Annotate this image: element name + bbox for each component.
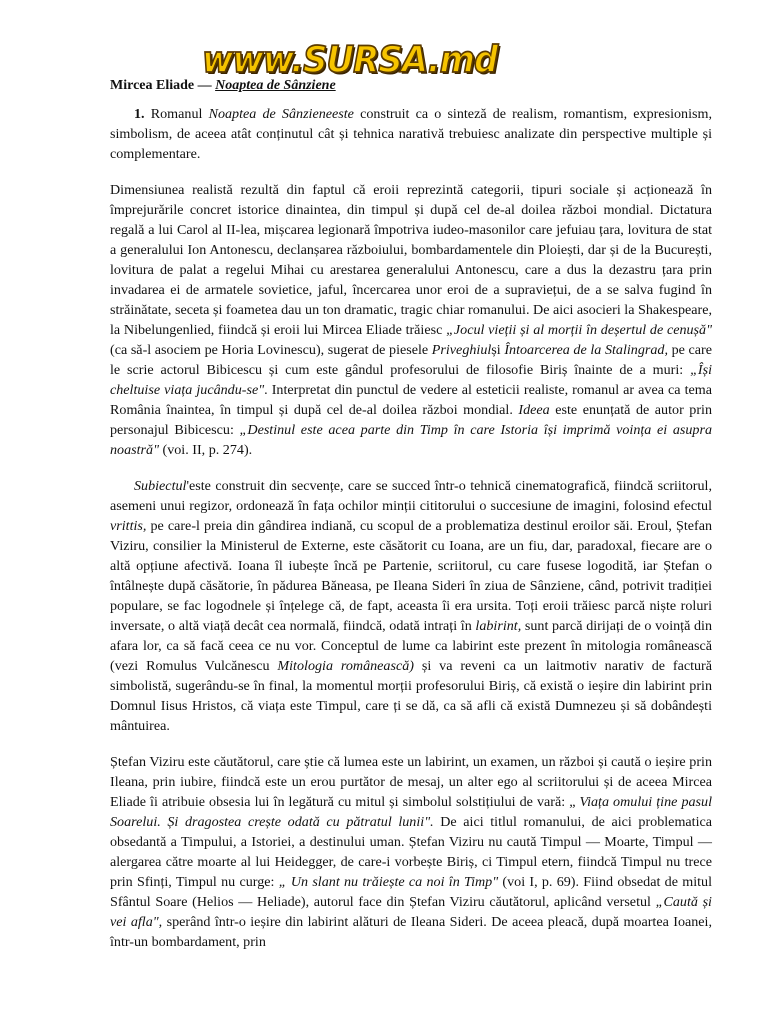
p4-text-3: (voi I, p. 69). Fiind obsedat de mitul Sfântul Soare (Helios — Heliade), autorul face din Ștefan Viziru căutătorul, aplicând versetul bbox=[110, 874, 712, 910]
document-body bbox=[110, 104, 712, 968]
p4-italic-2: „ Un slant nu trăiește ca noi în Timp" bbox=[278, 874, 499, 890]
p1-text-2: construit ca o sinteză de realism, romantism, expresionism, simbolism, de aceea atât conținutul cât și tehnica narativă trebuiesc analizate din perspective multiple și complementare. bbox=[110, 106, 712, 162]
author-name: Mircea Eliade bbox=[110, 78, 195, 93]
p1-text-1: Romanul bbox=[144, 106, 209, 122]
p3-italic-3: labirint, bbox=[475, 618, 522, 634]
p2-text-4: pe care le scrie actorul Bibicescu și cum este gândul profesorului de filosofie Biriș înainte de a muri: bbox=[110, 342, 713, 378]
p3-italic-1: Subiectul bbox=[134, 478, 187, 494]
p4-text-4: sperând într-o ieșire din labirint alături de Ileana Sideri. De aceea pleacă, după moartea Ioanei, într-un bombardament, prin bbox=[110, 914, 712, 950]
p2-italic-4: „Își cheltuise viața jucându-se" bbox=[110, 362, 712, 398]
p3-text-3: sunt parcă dirijați de o voință din afara lor, ca să facă ceea ce nu vor. Conceptul de lume ca labirint este prezent în mitologia românească (vezi Romulus Vulcănescu bbox=[110, 618, 713, 674]
p3-text-1: 'este construit din secvențe, care se succed într-o tehnică cinematografică, fiindcă scriitorul, asemeni unui regizor, ordonează în fața ochilor minții cititorului o succesiune de imagini, folosind efectul bbox=[110, 478, 712, 514]
p2-text-1: Dimensiunea realistă rezultă din faptul că eroii reprezintă categorii, tipuri sociale și acționează în împrejurările concret istorice dinaintea, din timpul și după cel de-al doilea război mondial. Dictatura regală a lui Carol al II-lea, mișcarea legionară împotriva iudeo-masonilor care jefuiau țara, lovitura de stat a generalului Ion Antonescu, declanșarea războiului, bombardamentele din Ploiești, dar și de la București, lovitura de palat a regelui Mihai cu arestarea generalului Antonescu, care a dus la dezastru țara prin invadarea ei de armatele sovietice, jaful, încercarea unor eroi de a supraviețui, de a se salva fugind în străinătate, seceta și foametea dau un ton dramatic, tragic chiar romanului. De aici asocieri la Shakespeare, la Nibelungenlied, fiindcă și eroii lui Mircea Eliade trăiesc bbox=[110, 182, 712, 338]
p4-italic-3: „Caută și vei afla", bbox=[110, 894, 712, 930]
p4-text-1: Ștefan Viziru este căutătorul, care știe că lumea este un labirint, un examen, un război și caută o ieșire prin Ileana, prin iubire, fiindcă este un erou purtător de mesaj, un alter ego al scriitorului și de aceea Mircea Eliade îi atribuie obsesia lui în legătură cu mitul și simbolul solstițiului de vară: „ bbox=[110, 754, 712, 810]
p1-italic-1: Noaptea de Sânzieneeste bbox=[208, 106, 354, 122]
p3-italic-4: Mitologia românească) bbox=[277, 658, 414, 674]
p4-italic-1: Viața omului ține pasul Soarelui. Și dragostea crește odată cu pătratul lunii". bbox=[110, 794, 713, 830]
work-title: Noaptea de Sânziene bbox=[215, 78, 336, 93]
p2-italic-1: „Jocul vieții și al morții în deșertul de cenușă" bbox=[446, 322, 712, 338]
p2-text-5: . Interpretat din punctul de vedere al esteticii realiste, romanul ar avea ca tema România înaintea, în timpul și după cel de-al doilea război mondial. bbox=[110, 382, 712, 418]
paragraph-1 bbox=[110, 104, 712, 164]
document-title bbox=[110, 78, 336, 94]
p2-text-7: (voi. II, p. 274). bbox=[159, 442, 253, 458]
p2-italic-2: Priveghiul bbox=[431, 342, 492, 358]
section-number: 1. bbox=[134, 106, 145, 122]
p3-text-2: pe care-l preia din gândirea indiană, cu scopul de a problematiza destinul eroilor săi. Eroul, Ștefan Viziru, consilier la Ministerul de Externe, este căsătorit cu Ioana, are un fiu, dar, paradoxal, fiecare are o altă opțiune afectivă. Ioana îl iubește încă pe Partenie, scriitorul, cu care fusese logodită, iar Ștefan o întâlnește după căsătorie, în pădurea Băneasa, pe Ileana Sideri în ziua de Sânziene, când, potrivit tradiției populare, se fac logodnele și înțelege că, de fapt, aceasta îi era ursita. Toți eroii trăiesc parcă niște roluri inversate, o altă viață decât cea normală, fiindcă, odată intrați în bbox=[110, 518, 712, 634]
p2-text-3: și bbox=[491, 342, 505, 358]
p3-text-4: și va reveni ca un laitmotiv narativ de factură simbolistă, sugerându-se în final, la momentul morții profesorului Biriș, că există o ieșire din labirint prin Domnul Iisus Hristos, că viața este Timpul, care ți se dă, ca să afli că există Dumnezeu și să dobândești mântuirea. bbox=[110, 658, 713, 734]
p2-italic-3: Întoarcerea de la Stalingrad, bbox=[504, 342, 668, 358]
p2-italic-5: Ideea bbox=[518, 402, 550, 418]
paragraph-4 bbox=[110, 752, 712, 952]
paragraph-2 bbox=[110, 180, 712, 460]
p2-italic-6: „Destinul este acea parte din Timp în care Istoria își imprimă voința ei asupra noastră" bbox=[110, 422, 713, 458]
p2-text-6: este enunțată de autor prin personajul Bibicescu: bbox=[110, 402, 712, 438]
p4-text-2: De aici titlul romanului, de aici problematica obsedantă a Timpului, a Istoriei, a destinului uman. Ștefan Viziru nu caută Timpul — Moarte, Timpul — alergarea către moarte al lui Heidegger, de care-i vorbește Biriș, ci Timpul etern, fiindcă Timpul nu trece prin Sfinți, Timpul nu curge: bbox=[110, 814, 713, 890]
sursa-logo: www.SURSA.md bbox=[202, 38, 498, 82]
title-dash: — bbox=[194, 78, 216, 93]
p2-text-2: (ca să-l asociem pe Horia Lovinescu), sugerat de piesele bbox=[110, 342, 432, 358]
paragraph-3 bbox=[110, 476, 712, 736]
p3-italic-2: vrittis, bbox=[110, 518, 147, 534]
